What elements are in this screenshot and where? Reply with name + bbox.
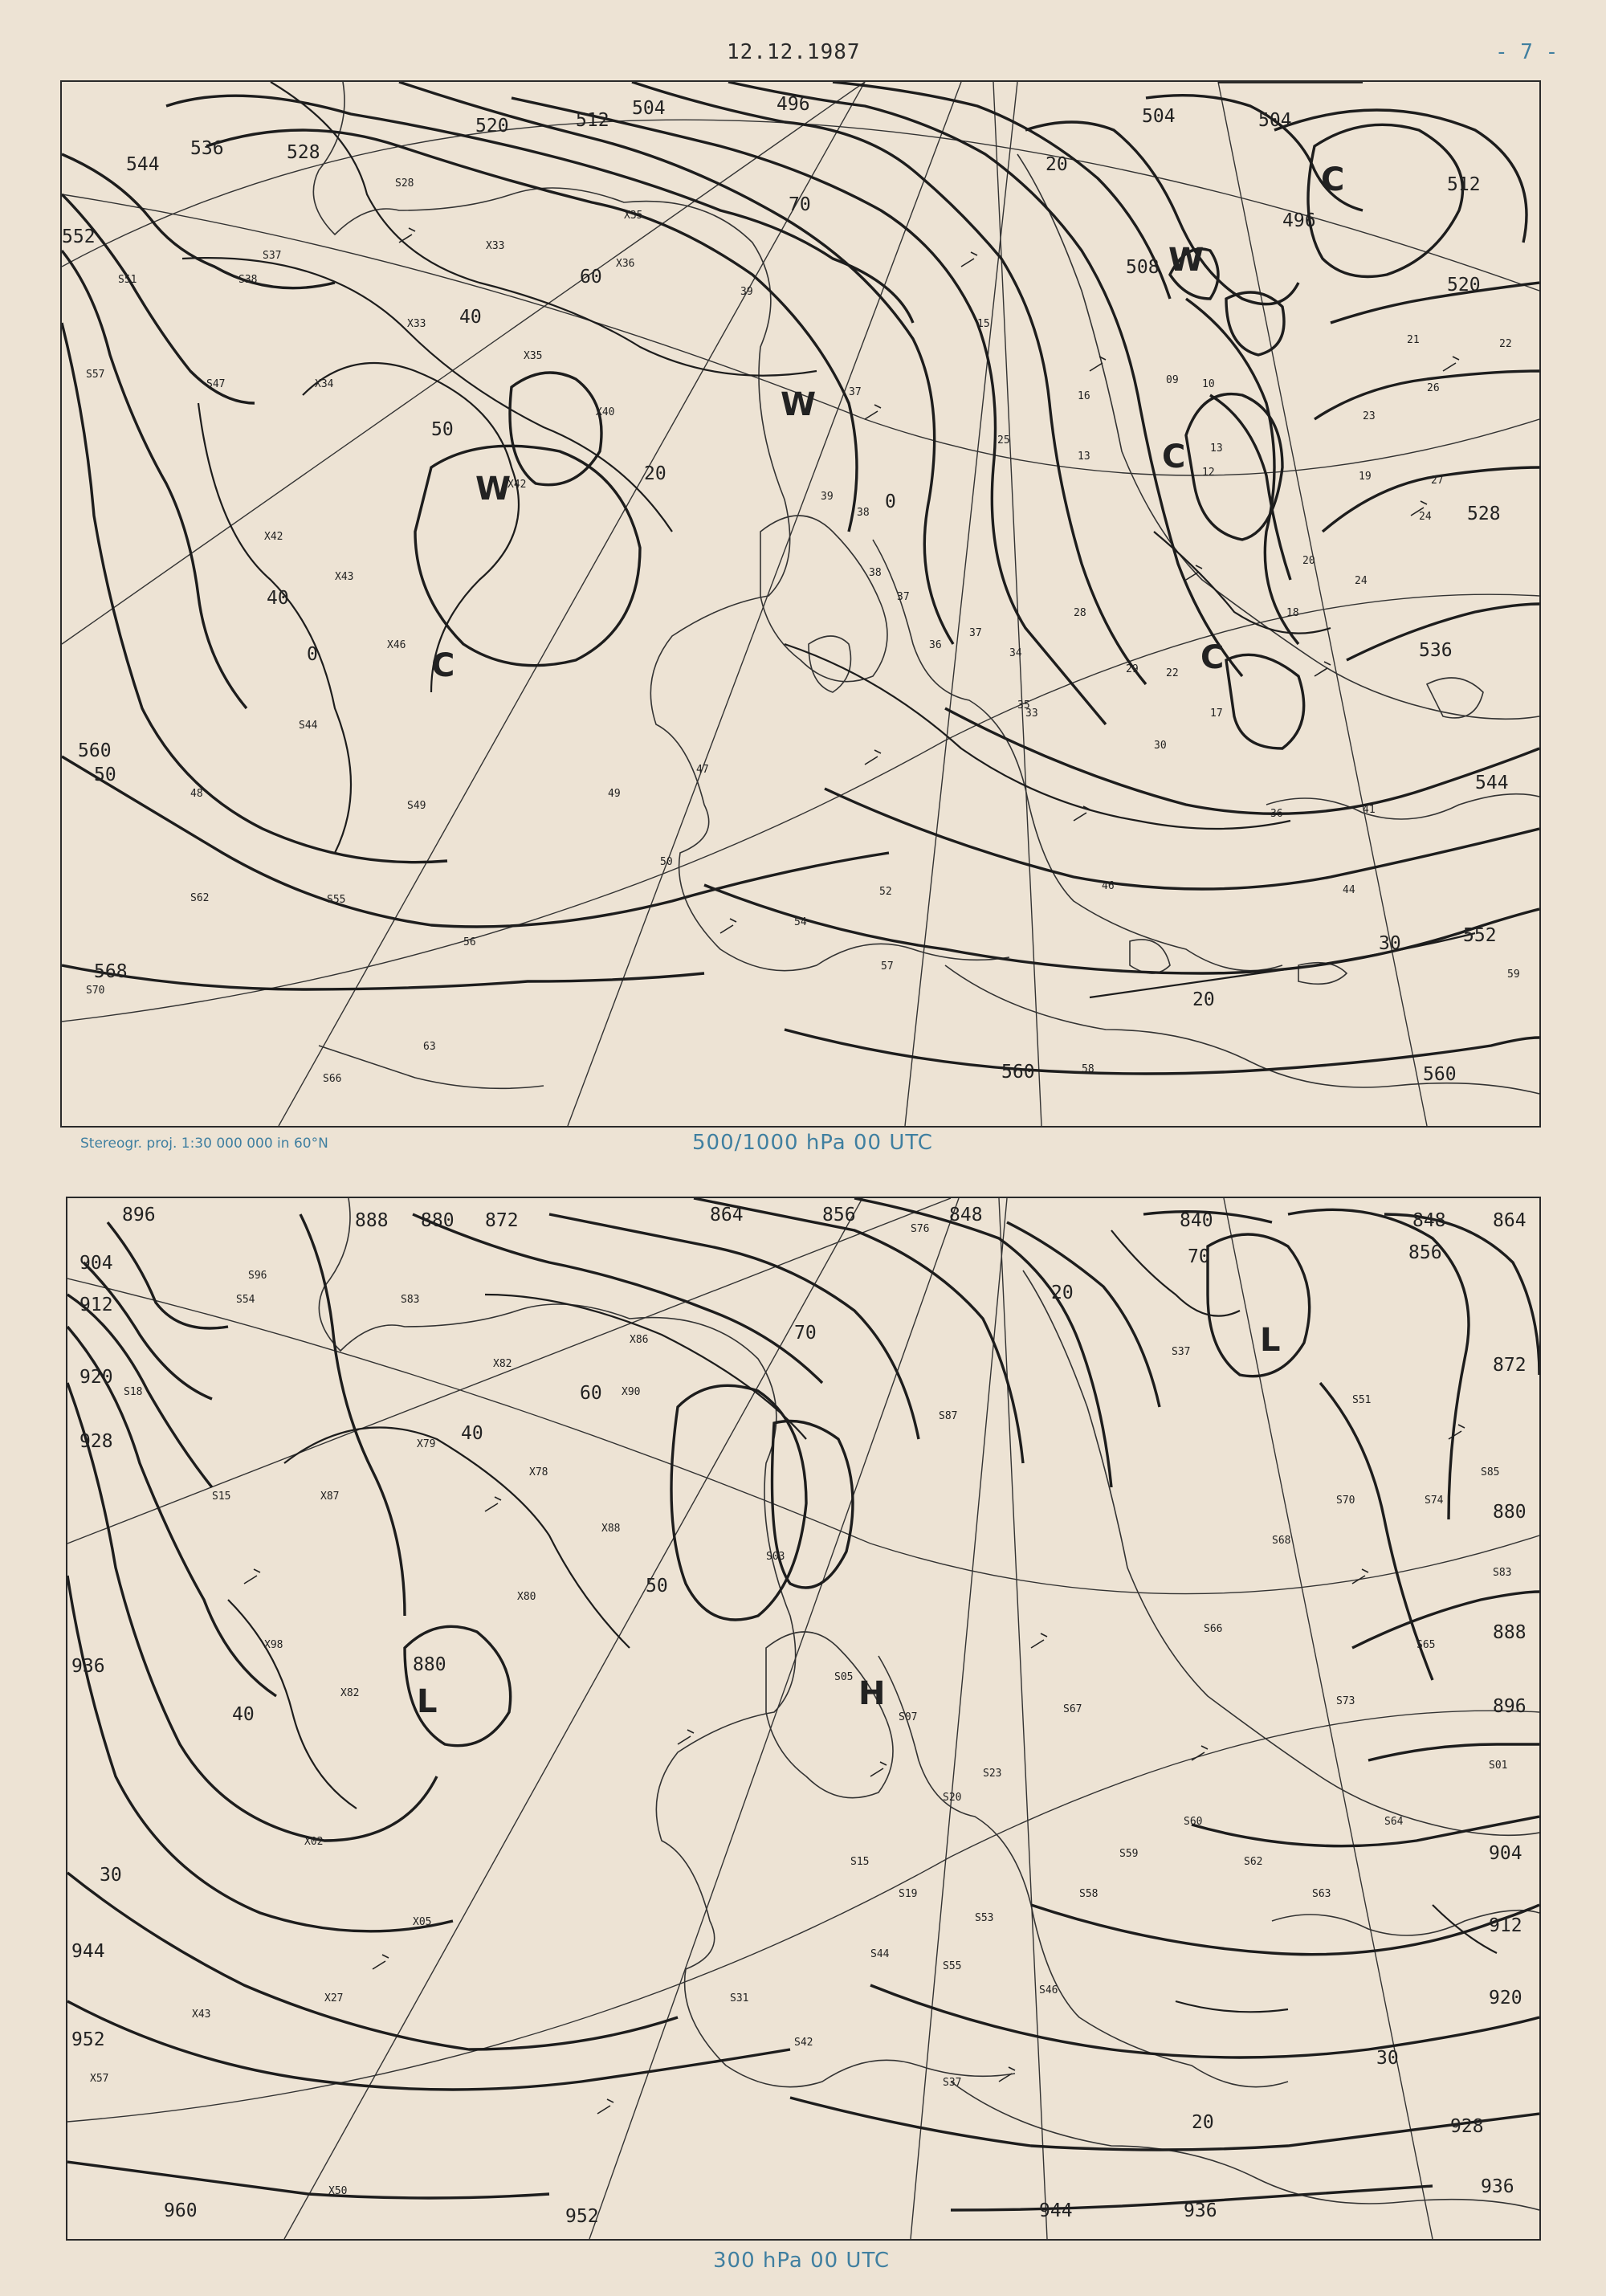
station-value: S55 bbox=[327, 894, 346, 906]
station-value: S83 bbox=[401, 1294, 420, 1306]
station-value: X35 bbox=[624, 210, 643, 222]
contour-label: 560 bbox=[1423, 1064, 1457, 1085]
station-value: X02 bbox=[304, 1836, 324, 1848]
station-value: S38 bbox=[238, 274, 258, 286]
warm-center-label: W bbox=[475, 471, 512, 508]
station-value: 26 bbox=[1427, 382, 1440, 394]
contour-label: 552 bbox=[1463, 925, 1497, 946]
station-plots bbox=[90, 1223, 1511, 2197]
contour-label: 952 bbox=[565, 2206, 599, 2227]
station-value: 13 bbox=[1210, 442, 1223, 455]
map-300hpa-canvas bbox=[67, 1198, 1539, 2239]
contour-label: 872 bbox=[1493, 1355, 1527, 1376]
thickness-label: 20 bbox=[1046, 154, 1068, 175]
cold-center-label: C bbox=[431, 647, 455, 684]
station-value: 36 bbox=[929, 639, 942, 651]
contour-label: 936 bbox=[1481, 2176, 1514, 2197]
contour-label: 896 bbox=[122, 1205, 156, 1225]
map-500-1000hpa-canvas bbox=[62, 82, 1539, 1126]
thickness-label: 50 bbox=[94, 765, 116, 785]
station-value: X50 bbox=[328, 2185, 348, 2197]
station-value: S63 bbox=[1312, 1888, 1331, 1900]
station-value: 39 bbox=[740, 286, 753, 298]
station-value: S60 bbox=[1184, 1816, 1203, 1828]
cold-center-label: C bbox=[1200, 639, 1225, 676]
contour-label: 912 bbox=[79, 1295, 113, 1315]
station-value: S64 bbox=[1384, 1816, 1404, 1828]
thickness-label: 20 bbox=[644, 463, 666, 484]
contour-label: 920 bbox=[1489, 1988, 1522, 2008]
contour-label: 504 bbox=[632, 98, 666, 119]
station-value: S37 bbox=[943, 2077, 962, 2089]
station-value: S47 bbox=[206, 378, 226, 390]
contour-label: 872 bbox=[485, 1210, 519, 1231]
station-value: S54 bbox=[236, 1294, 255, 1306]
station-value: X82 bbox=[493, 1358, 512, 1370]
station-value: S53 bbox=[975, 1912, 994, 1924]
projection-note: Stereogr. proj. 1:30 000 000 in 60°N bbox=[80, 1136, 328, 1152]
station-value: 58 bbox=[1082, 1063, 1094, 1075]
station-value: 38 bbox=[869, 567, 882, 579]
station-value: 39 bbox=[821, 491, 834, 503]
contour-label: 928 bbox=[79, 1431, 113, 1452]
station-value: 34 bbox=[1009, 647, 1022, 659]
station-value: X57 bbox=[90, 2073, 109, 2085]
warm-center-label: W bbox=[1168, 242, 1204, 279]
station-value: 49 bbox=[608, 788, 621, 800]
station-value: 20 bbox=[1302, 555, 1315, 567]
station-value: 37 bbox=[849, 386, 862, 398]
station-value: X87 bbox=[320, 1491, 340, 1503]
map-500-1000hpa bbox=[60, 80, 1541, 1128]
contour-label: 904 bbox=[79, 1253, 113, 1274]
station-value: 29 bbox=[1126, 663, 1139, 675]
station-value: S66 bbox=[323, 1073, 342, 1085]
thickness-label: 30 bbox=[1379, 933, 1401, 954]
contour-label: 536 bbox=[1419, 640, 1453, 661]
station-value: 46 bbox=[1102, 880, 1115, 892]
station-value: 54 bbox=[794, 916, 807, 928]
station-value: 21 bbox=[1407, 334, 1420, 346]
station-value: X36 bbox=[616, 258, 635, 270]
contour-label: 896 bbox=[1493, 1696, 1527, 1717]
thickness-label: 0 bbox=[307, 644, 318, 665]
station-value: S44 bbox=[299, 720, 318, 732]
thickness-label: 0 bbox=[885, 491, 896, 512]
station-value: S58 bbox=[1079, 1888, 1099, 1900]
station-value: 56 bbox=[463, 936, 476, 948]
contour-label: 512 bbox=[1447, 174, 1481, 195]
station-value: S62 bbox=[190, 892, 210, 904]
isotach-label: 70 bbox=[794, 1323, 817, 1344]
contour-label: 888 bbox=[355, 1210, 389, 1231]
station-value: 17 bbox=[1210, 708, 1223, 720]
contour-label: 912 bbox=[1489, 1915, 1522, 1936]
contour-label: 552 bbox=[62, 226, 96, 247]
station-value: S70 bbox=[86, 985, 105, 997]
isotach-label: 70 bbox=[1188, 1246, 1210, 1267]
contour-label: 880 bbox=[1493, 1502, 1527, 1523]
station-value: 30 bbox=[1154, 740, 1167, 752]
station-value: S15 bbox=[212, 1491, 231, 1503]
station-value: X78 bbox=[529, 1466, 548, 1478]
station-value: S59 bbox=[1119, 1848, 1139, 1860]
station-value: 36 bbox=[1270, 808, 1283, 820]
station-value: S96 bbox=[248, 1270, 267, 1282]
thickness-label: 70 bbox=[789, 194, 811, 215]
contour-label: 880 bbox=[421, 1210, 454, 1231]
contour-label: 936 bbox=[71, 1656, 105, 1677]
contour-label: 944 bbox=[71, 1941, 105, 1962]
station-value: 37 bbox=[969, 627, 982, 639]
contour-label: 944 bbox=[1039, 2200, 1073, 2221]
station-value: 24 bbox=[1355, 575, 1368, 587]
station-value: X90 bbox=[622, 1386, 641, 1398]
station-value: 19 bbox=[1359, 471, 1372, 483]
station-value: S85 bbox=[1481, 1466, 1500, 1478]
contour-label: 904 bbox=[1489, 1843, 1522, 1864]
contour-label: 496 bbox=[1282, 210, 1316, 231]
cold-center-label: C bbox=[1321, 161, 1345, 198]
isotach-label: 20 bbox=[1051, 1283, 1074, 1303]
map-caption-500-1000: 500/1000 hPa 00 UTC bbox=[692, 1131, 933, 1155]
contour-label: 560 bbox=[78, 740, 112, 761]
contour-label: 864 bbox=[710, 1205, 744, 1225]
station-value: S67 bbox=[1063, 1703, 1082, 1715]
contour-label: 920 bbox=[79, 1367, 113, 1388]
station-value: X33 bbox=[407, 318, 426, 330]
low-center-label: L bbox=[1260, 1322, 1281, 1359]
thickness-label: 40 bbox=[459, 307, 482, 328]
station-value: S65 bbox=[1416, 1639, 1436, 1651]
map-300hpa bbox=[66, 1197, 1541, 2241]
station-value: 22 bbox=[1166, 667, 1179, 679]
contour-label: 848 bbox=[1412, 1210, 1446, 1231]
isotach-label: 30 bbox=[1376, 2048, 1399, 2069]
contour-label: 856 bbox=[1408, 1242, 1442, 1263]
station-value: 37 bbox=[897, 591, 910, 603]
contour-label: 528 bbox=[287, 142, 320, 163]
station-value: 38 bbox=[857, 507, 870, 519]
isotach-label: 40 bbox=[232, 1704, 255, 1725]
station-value: 24 bbox=[1419, 511, 1432, 523]
station-value: S20 bbox=[943, 1792, 962, 1804]
station-value: S76 bbox=[911, 1223, 930, 1235]
contour-label: 508 bbox=[1126, 257, 1160, 278]
contour-label: 504 bbox=[1258, 110, 1292, 131]
contour-label: 496 bbox=[777, 94, 810, 115]
station-value: S01 bbox=[1489, 1760, 1508, 1772]
station-value: X86 bbox=[630, 1334, 649, 1346]
contour-label: 936 bbox=[1184, 2200, 1217, 2221]
station-value: X27 bbox=[324, 1992, 344, 2004]
station-value: S62 bbox=[1244, 1856, 1263, 1868]
contour-label: 504 bbox=[1142, 106, 1176, 127]
station-value: 27 bbox=[1431, 475, 1444, 487]
station-value: X40 bbox=[596, 406, 615, 418]
station-value: S57 bbox=[86, 369, 105, 381]
station-value: X43 bbox=[335, 571, 354, 583]
contour-label: 880 bbox=[413, 1654, 446, 1675]
station-value: S15 bbox=[850, 1856, 870, 1868]
station-value: X35 bbox=[524, 350, 543, 362]
contour-label: 960 bbox=[164, 2200, 198, 2221]
station-value: X82 bbox=[340, 1687, 360, 1699]
contour-label: 840 bbox=[1180, 1210, 1213, 1231]
station-value: X98 bbox=[264, 1639, 283, 1651]
contour-label: 888 bbox=[1493, 1622, 1527, 1643]
station-value: S19 bbox=[899, 1888, 918, 1900]
contour-label: 544 bbox=[126, 154, 160, 175]
station-value: 59 bbox=[1507, 969, 1520, 981]
station-value: S44 bbox=[870, 1948, 890, 1960]
station-value: 12 bbox=[1202, 467, 1215, 479]
station-value: S55 bbox=[943, 1960, 962, 1972]
station-value: 22 bbox=[1499, 338, 1512, 350]
isotach-label: 50 bbox=[646, 1576, 668, 1597]
station-value: S68 bbox=[1272, 1535, 1291, 1547]
station-value: S18 bbox=[124, 1386, 143, 1398]
station-value: X43 bbox=[192, 2008, 211, 2021]
station-value: S46 bbox=[1039, 1984, 1058, 1996]
station-value: 63 bbox=[423, 1041, 436, 1053]
station-value: S42 bbox=[794, 2037, 813, 2049]
map-caption-300: 300 hPa 00 UTC bbox=[713, 2249, 890, 2273]
station-value: 23 bbox=[1363, 410, 1376, 422]
station-value: 50 bbox=[660, 856, 673, 868]
station-value: S28 bbox=[395, 177, 414, 190]
contour-label: 848 bbox=[949, 1205, 983, 1225]
station-value: 52 bbox=[879, 886, 892, 898]
station-value: 16 bbox=[1078, 390, 1090, 402]
station-value: S03 bbox=[766, 1551, 785, 1563]
station-value: S51 bbox=[118, 274, 137, 286]
station-value: S37 bbox=[1172, 1346, 1191, 1358]
station-value: 44 bbox=[1343, 884, 1355, 896]
isotach-label: 40 bbox=[461, 1423, 483, 1444]
station-value: S83 bbox=[1493, 1567, 1512, 1579]
station-value: 33 bbox=[1025, 708, 1038, 720]
station-value: 41 bbox=[1363, 804, 1376, 816]
contour-label: 512 bbox=[576, 110, 609, 131]
header-date: 12.12.1987 bbox=[727, 40, 861, 64]
contour-label: 864 bbox=[1493, 1210, 1527, 1231]
station-value: S70 bbox=[1336, 1495, 1355, 1507]
thickness-label: 50 bbox=[431, 419, 454, 440]
page-number: - 7 - bbox=[1495, 40, 1559, 64]
station-value: 15 bbox=[977, 318, 990, 330]
station-value: S49 bbox=[407, 800, 426, 812]
station-value: S05 bbox=[834, 1671, 854, 1683]
station-value: X46 bbox=[387, 639, 406, 651]
station-value: 10 bbox=[1202, 378, 1215, 390]
low-center-label: L bbox=[417, 1683, 438, 1720]
station-value: 13 bbox=[1078, 451, 1090, 463]
contour-label: 856 bbox=[822, 1205, 856, 1225]
station-value: X34 bbox=[315, 378, 334, 390]
thickness-label: 20 bbox=[1192, 989, 1215, 1010]
station-value: X05 bbox=[413, 1916, 432, 1928]
station-value: X33 bbox=[486, 240, 505, 252]
station-plots bbox=[86, 177, 1520, 1085]
station-value: 48 bbox=[190, 788, 203, 800]
thickness-label: 60 bbox=[580, 267, 602, 288]
station-value: S31 bbox=[730, 1992, 749, 2004]
isotach-label: 20 bbox=[1192, 2112, 1214, 2133]
contour-label: 520 bbox=[475, 116, 509, 137]
station-value: S37 bbox=[263, 250, 282, 262]
station-value: X79 bbox=[417, 1438, 436, 1450]
contour-label: 560 bbox=[1001, 1062, 1035, 1083]
contour-label: 952 bbox=[71, 2029, 105, 2050]
cold-center-label: C bbox=[1162, 438, 1186, 475]
station-value: 09 bbox=[1166, 374, 1179, 386]
station-value: 35 bbox=[1017, 699, 1030, 712]
high-center-label: H bbox=[858, 1675, 886, 1712]
station-value: S87 bbox=[939, 1410, 958, 1422]
contour-label: 568 bbox=[94, 961, 128, 982]
warm-center-label: W bbox=[781, 386, 817, 423]
contour-label: 536 bbox=[190, 138, 224, 159]
contour-label: 928 bbox=[1450, 2116, 1484, 2137]
thickness-label: 40 bbox=[267, 588, 289, 609]
station-value: X42 bbox=[264, 531, 283, 543]
station-value: X88 bbox=[601, 1523, 621, 1535]
station-value: 47 bbox=[696, 764, 709, 776]
station-value: 18 bbox=[1286, 607, 1299, 619]
isotach-label: 60 bbox=[580, 1383, 602, 1404]
station-value: 28 bbox=[1074, 607, 1086, 619]
contour-label: 520 bbox=[1447, 275, 1481, 296]
isotach-label: 30 bbox=[100, 1865, 122, 1886]
contour-label: 528 bbox=[1467, 504, 1501, 524]
station-value: S66 bbox=[1204, 1623, 1223, 1635]
station-value: X42 bbox=[507, 479, 527, 491]
station-value: S73 bbox=[1336, 1695, 1355, 1707]
contour-label: 544 bbox=[1475, 773, 1509, 793]
station-value: S51 bbox=[1352, 1394, 1372, 1406]
station-value: 57 bbox=[881, 960, 894, 973]
station-value: X80 bbox=[517, 1591, 536, 1603]
station-value: S07 bbox=[899, 1711, 918, 1723]
station-value: S74 bbox=[1425, 1495, 1444, 1507]
station-value: 25 bbox=[997, 434, 1010, 447]
station-value: S23 bbox=[983, 1768, 1002, 1780]
